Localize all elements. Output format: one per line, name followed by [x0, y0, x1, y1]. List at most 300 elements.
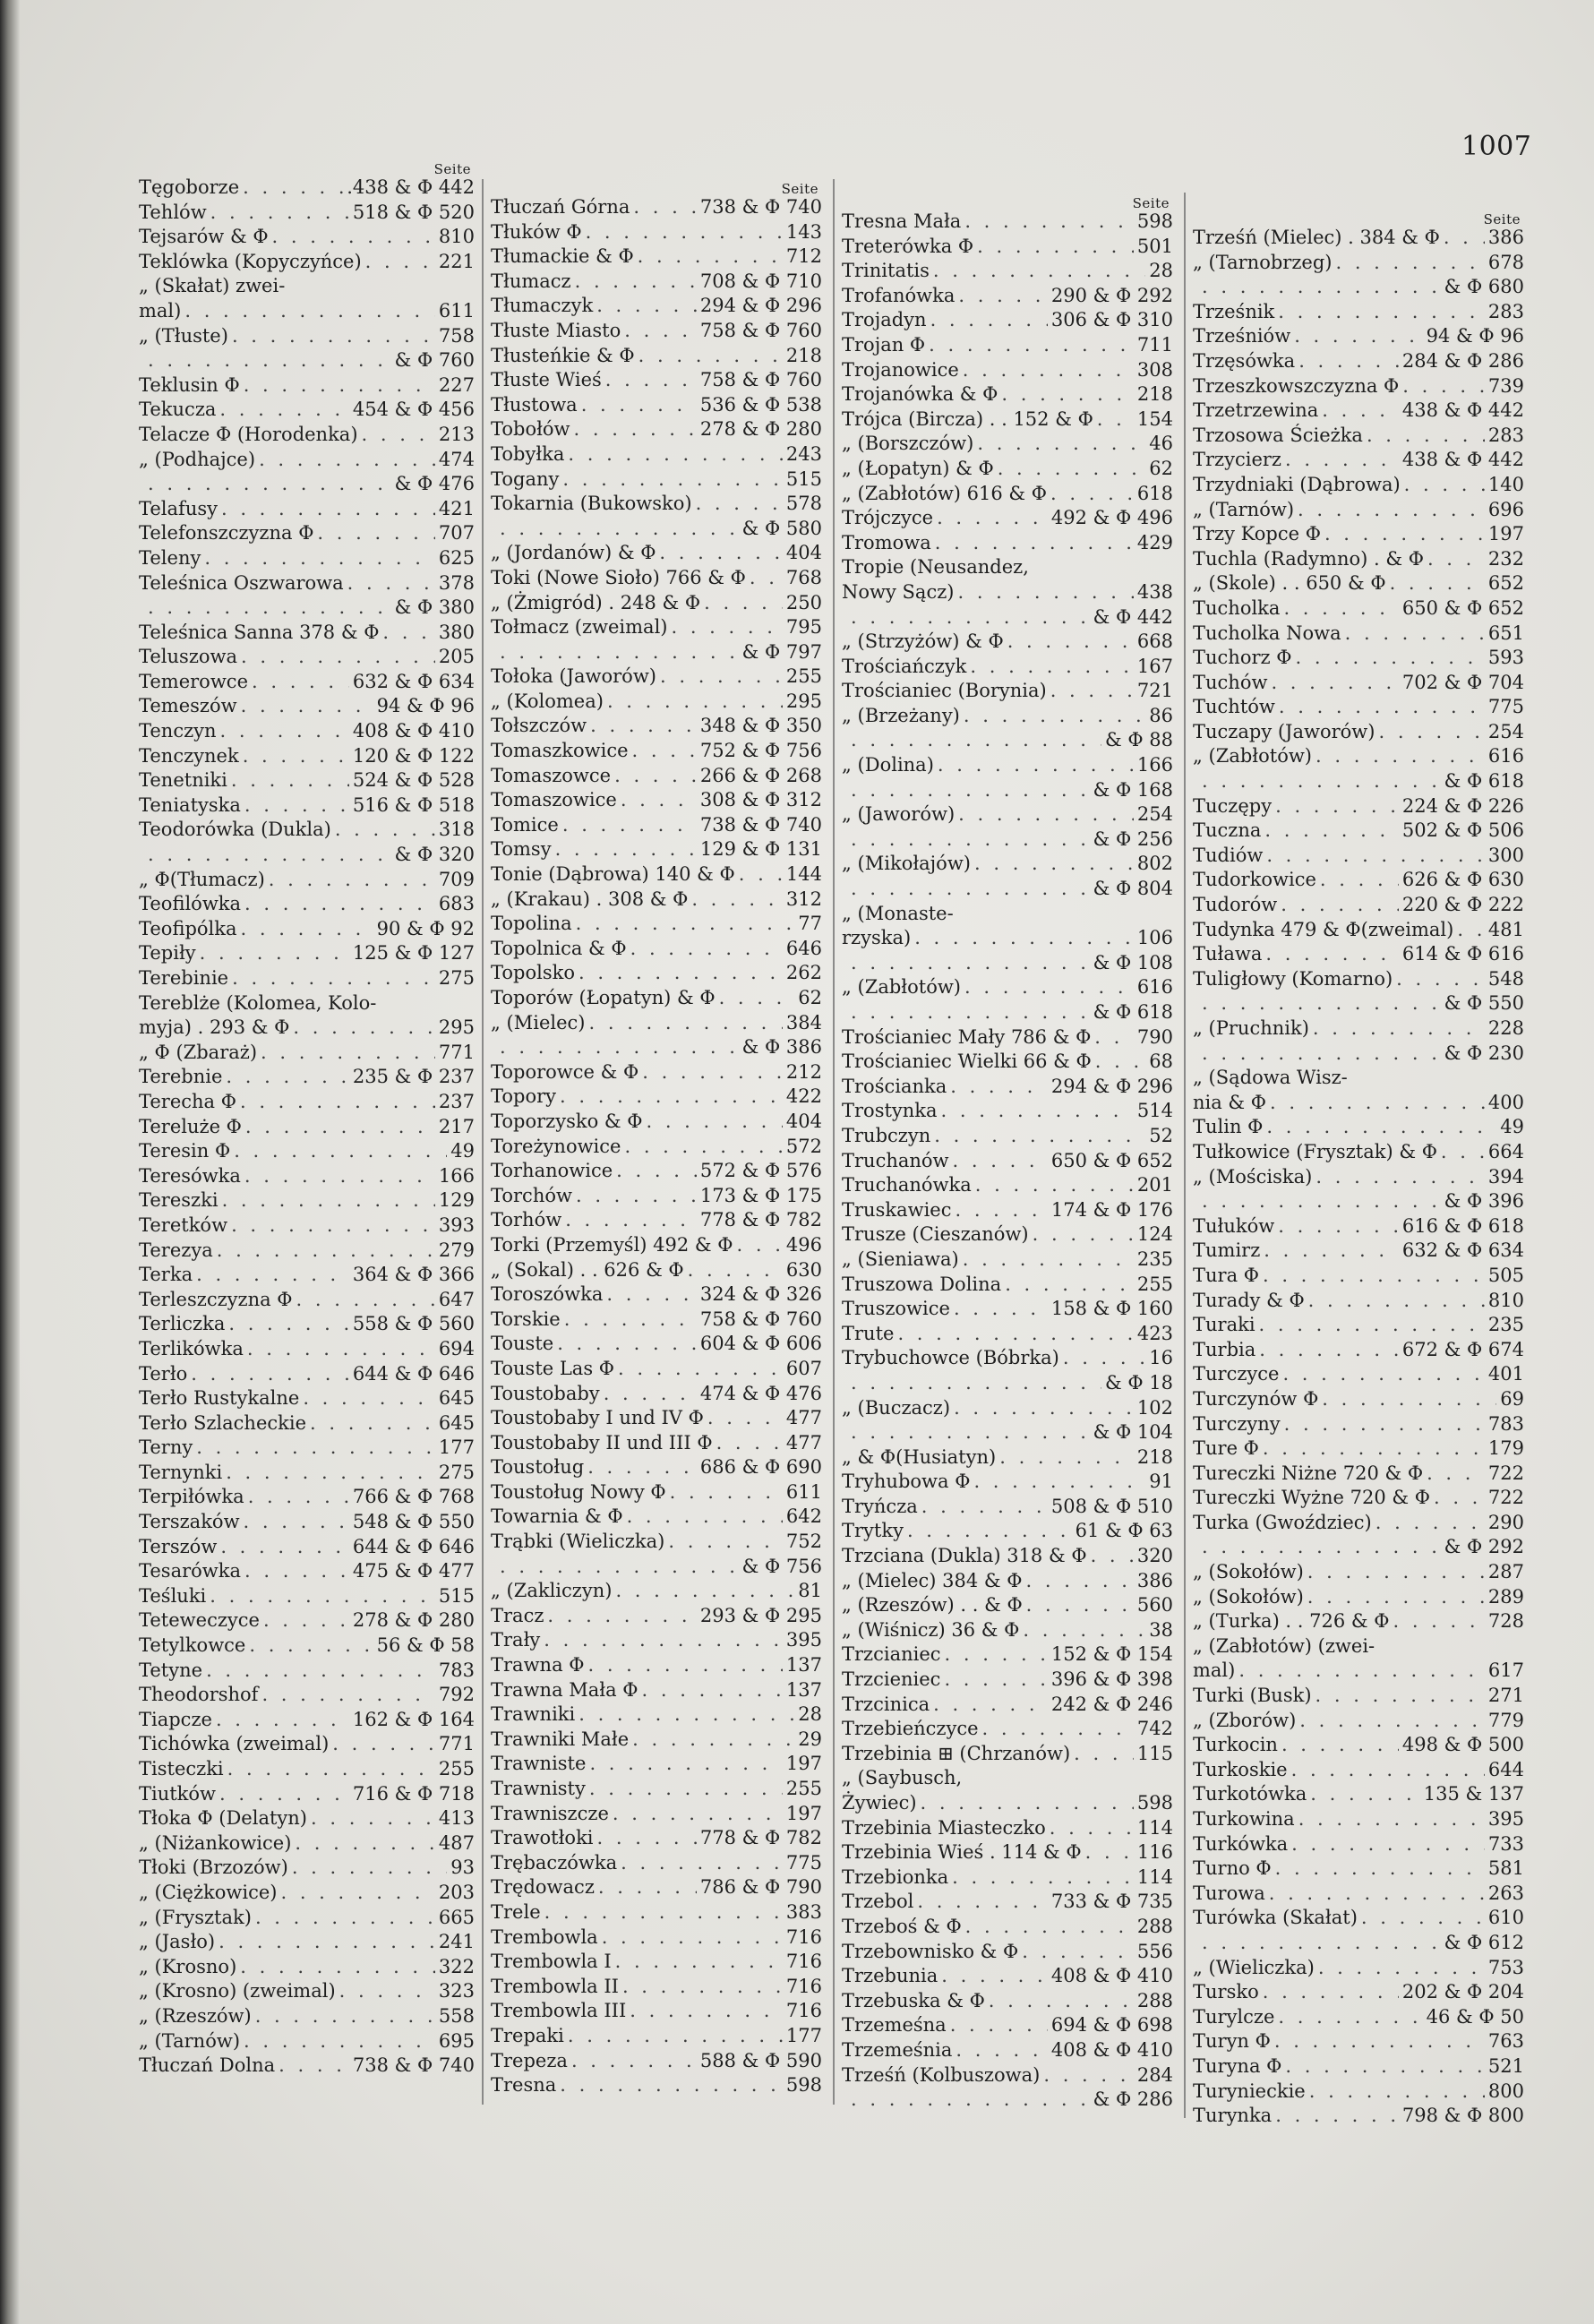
- entry-name: Trawotłoki: [491, 1827, 594, 1849]
- index-entry: [1193, 596, 1524, 622]
- leader-dots: [851, 1000, 1090, 1025]
- leader-dots: [581, 393, 697, 418]
- entry-name: Terło: [139, 1362, 188, 1385]
- entry-name: Turkówka: [1193, 1832, 1289, 1855]
- entry-name: Truskawiec: [842, 1198, 952, 1221]
- entry-page-ref: 763: [1487, 2030, 1524, 2053]
- index-entry: [491, 1110, 822, 1135]
- entry-page-ref: 383: [785, 1900, 822, 1923]
- leader-dots: [244, 1510, 349, 1535]
- leader-dots: [950, 1075, 1048, 1100]
- entry-page-ref: 802: [1136, 853, 1173, 875]
- leader-dots: [1022, 1940, 1134, 1965]
- entry-name: Torhanowice: [491, 1160, 613, 1182]
- leader-dots: [1202, 275, 1441, 300]
- entry-page-ref: 614 & Φ 616: [1401, 943, 1524, 965]
- leader-dots: [231, 1213, 435, 1239]
- entry-name: Trepeza: [491, 2049, 568, 2071]
- leader-dots: [1097, 407, 1134, 433]
- entry-page-ref: 49: [450, 1140, 475, 1162]
- column-header-seite: Seite: [433, 161, 471, 177]
- leader-dots: [210, 1584, 435, 1609]
- index-entry: [842, 1569, 1173, 1594]
- leader-dots: [1310, 1782, 1420, 1807]
- entry-name: Tereluże Φ: [139, 1115, 242, 1137]
- page-number: 1007: [1461, 131, 1532, 162]
- index-entry: [842, 1890, 1173, 1915]
- entry-name: Trościanka: [842, 1075, 947, 1097]
- leader-dots: [226, 1461, 435, 1486]
- index-entry: [842, 1198, 1173, 1223]
- entry-name: Towarnia & Φ: [491, 1505, 623, 1528]
- leader-dots: [671, 615, 782, 640]
- leader-dots: [606, 1282, 696, 1308]
- leader-dots: [627, 1505, 783, 1530]
- entry-name: „ (Saybusch,: [842, 1767, 963, 1789]
- leader-dots: [1367, 424, 1485, 449]
- entry-page-ref: 106: [1136, 927, 1173, 949]
- leader-dots: [1279, 695, 1485, 720]
- entry-name: „ (Dolina): [842, 754, 934, 776]
- entry-name: Turczynów Φ: [1193, 1387, 1319, 1410]
- entry-page-ref: 284: [1136, 2063, 1173, 2086]
- entry-name: „ (Krakau) . 308 & Φ: [491, 888, 689, 910]
- entry-name: Teniatyska: [139, 793, 241, 816]
- entry-page-ref: 94 & Φ 96: [376, 695, 475, 717]
- index-entry: [842, 902, 1173, 927]
- index-entry: [842, 1470, 1173, 1495]
- entry-page-ref: 652: [1487, 572, 1524, 595]
- entry-page-ref: & Φ 380: [394, 596, 475, 619]
- entry-page-ref: 618: [1136, 482, 1173, 504]
- leader-dots: [292, 1856, 447, 1881]
- leader-dots: [977, 432, 1145, 457]
- index-entry: [491, 986, 822, 1011]
- leader-dots: [964, 975, 1134, 1000]
- index-entry: [491, 368, 822, 393]
- entry-page-ref: 645: [438, 1411, 475, 1434]
- leader-dots: [1402, 374, 1485, 399]
- index-entry: [491, 739, 822, 764]
- leader-dots: [228, 1312, 349, 1337]
- index-entry: [842, 1989, 1173, 2014]
- entry-page-ref: 604 & Φ 606: [699, 1333, 822, 1355]
- leader-dots: [575, 270, 697, 295]
- leader-dots: [596, 294, 697, 319]
- leader-dots: [293, 1016, 435, 1041]
- index-entry: [1193, 2054, 1524, 2080]
- entry-page-ref: 423: [1136, 1322, 1173, 1344]
- entry-page-ref: 477: [785, 1431, 822, 1454]
- entry-page-ref: 294 & Φ 296: [699, 295, 822, 317]
- entry-page-ref: 518 & Φ 520: [352, 201, 475, 223]
- index-entry: [1193, 1289, 1524, 1314]
- entry-page-ref: & Φ 797: [741, 640, 822, 663]
- entry-name: „ Φ (Zbaraż): [139, 1041, 258, 1063]
- entry-name: Tereszki: [139, 1189, 219, 1212]
- entry-page-ref: 116: [1136, 1841, 1173, 1864]
- entry-name: Terło Rustykalne: [139, 1387, 300, 1410]
- index-entry: [491, 344, 822, 369]
- leader-dots: [704, 591, 783, 616]
- entry-page-ref: 610: [1487, 1907, 1524, 1929]
- entry-page-ref: 578: [785, 493, 822, 515]
- index-entry: [842, 1816, 1173, 1841]
- entry-name: Terło Szlacheckie: [139, 1411, 307, 1434]
- entry-name: Trele: [491, 1900, 541, 1923]
- index-entry: [491, 1851, 822, 1876]
- leader-dots: [232, 966, 435, 991]
- entry-name: „ (Turka) . . 726 & Φ: [1193, 1610, 1390, 1633]
- index-entry: [842, 407, 1173, 433]
- leader-dots: [1202, 1931, 1441, 1956]
- entry-name: Tetylkowce: [139, 1634, 246, 1657]
- index-entry: [842, 926, 1173, 951]
- entry-name: Tryńcza: [842, 1495, 918, 1517]
- entry-page-ref: 254: [1136, 803, 1173, 826]
- index-entry: [139, 793, 475, 819]
- index-entry: [1193, 1560, 1524, 1585]
- entry-page-ref: 278 & Φ 280: [699, 418, 822, 441]
- entry-page-ref: 288: [1136, 1989, 1173, 2011]
- entry-page-ref: 323: [438, 1980, 475, 2002]
- leader-dots: [613, 1802, 783, 1827]
- entry-page-ref: 758 & Φ 760: [699, 1308, 822, 1330]
- index-entry: [491, 961, 822, 986]
- entry-name: Trembowla I: [491, 1951, 612, 1973]
- column-entries: [491, 195, 822, 2098]
- leader-dots: [929, 333, 1134, 358]
- entry-page-ref: 632 & Φ 634: [352, 670, 475, 692]
- leader-dots: [851, 1420, 1090, 1445]
- entry-name: Trościańczyk: [842, 655, 967, 677]
- index-entry: [491, 1999, 822, 2024]
- leader-dots: [1404, 473, 1485, 498]
- entry-page-ref: 91: [1149, 1471, 1173, 1493]
- entry-page-ref: 318: [438, 819, 475, 841]
- index-entry: [491, 1702, 822, 1728]
- entry-name: Tureczki Wyżne 720 & Φ: [1193, 1487, 1430, 1509]
- entry-page-ref: 616: [1136, 976, 1173, 999]
- index-entry: [842, 1717, 1173, 1742]
- leader-dots: [272, 225, 435, 250]
- entry-page-ref: & Φ 18: [1105, 1371, 1173, 1394]
- entry-page-ref: 235: [1136, 1248, 1173, 1270]
- entry-name: „ (Pruchnik): [1193, 1017, 1309, 1039]
- index-entry: [1193, 571, 1524, 596]
- entry-name: „ (Skole) . . 650 & Φ: [1193, 572, 1386, 595]
- leader-dots: [244, 373, 435, 399]
- leader-dots: [589, 1011, 783, 1036]
- entry-name: Theodorshof: [139, 1684, 259, 1706]
- entry-name: „ (Zakliczyn): [491, 1580, 613, 1602]
- index-entry: [491, 2073, 822, 2098]
- entry-name: Trembowla: [491, 1925, 598, 1948]
- entry-page-ref: & Φ 104: [1093, 1421, 1173, 1444]
- leader-dots: [241, 917, 373, 942]
- leader-dots: [148, 348, 391, 373]
- index-entry: [139, 521, 475, 546]
- entry-name: Terny: [139, 1436, 193, 1459]
- entry-name: Tomaszowce: [491, 764, 612, 786]
- entry-page-ref: 235: [1487, 1314, 1524, 1336]
- entry-page-ref: 477: [785, 1407, 822, 1429]
- entry-name: Trzemeśnia: [842, 2038, 953, 2061]
- entry-name: Turynka: [1193, 2105, 1273, 2127]
- entry-page-ref: 394: [1487, 1165, 1524, 1188]
- index-entry: [1193, 1436, 1524, 1462]
- leader-dots: [1361, 1906, 1485, 1931]
- entry-name: Tiutków: [139, 1782, 217, 1805]
- entry-name: „ (Kolomea): [491, 690, 604, 712]
- leader-dots: [1457, 918, 1485, 943]
- leader-dots: [148, 472, 391, 497]
- entry-name: Tobyłka: [491, 442, 565, 465]
- index-entry: [842, 1297, 1173, 1322]
- entry-page-ref: 487: [438, 1831, 475, 1854]
- entry-name: Trzęsówka: [1193, 349, 1296, 372]
- entry-page-ref: & Φ 292: [1444, 1536, 1524, 1558]
- leader-dots: [632, 1728, 794, 1753]
- entry-page-ref: 290: [1487, 1511, 1524, 1533]
- index-entry: [1193, 1115, 1524, 1140]
- index-entry: [1193, 1140, 1524, 1165]
- leader-dots: [607, 690, 783, 715]
- leader-dots: [217, 1239, 435, 1264]
- index-entry: [139, 2054, 475, 2079]
- index-entry: [491, 1135, 822, 1160]
- leader-dots: [500, 1035, 739, 1060]
- entry-name: Turylcze: [1193, 2005, 1275, 2028]
- index-entry: [491, 467, 822, 493]
- index-entry: [1193, 1980, 1524, 2005]
- index-entry: [491, 1728, 822, 1753]
- entry-page-ref: 625: [438, 546, 475, 569]
- leader-dots: [1275, 1857, 1485, 1882]
- entry-page-ref: 93: [450, 1857, 475, 1879]
- leader-dots: [571, 2049, 697, 2074]
- leader-dots: [589, 1752, 782, 1777]
- index-entry: [491, 1505, 822, 1530]
- entry-page-ref: 413: [438, 1807, 475, 1830]
- entry-page-ref: 255: [438, 1758, 475, 1779]
- leader-dots: [963, 1248, 1134, 1273]
- entry-page-ref: 438 & Φ 442: [1401, 399, 1524, 422]
- leader-dots: [148, 596, 391, 621]
- leader-dots: [1283, 596, 1398, 622]
- entry-page-ref: 324 & Φ 326: [699, 1283, 822, 1306]
- entry-name: Tura Φ: [1193, 1264, 1259, 1286]
- entry-name: Tresna: [491, 2074, 557, 2097]
- index-entry: [1193, 1733, 1524, 1758]
- entry-page-ref: & Φ 618: [1444, 770, 1524, 793]
- entry-page-ref: 306 & Φ 310: [1050, 309, 1173, 331]
- leader-dots: [500, 640, 739, 665]
- index-entry: [139, 694, 475, 719]
- index-entry: [491, 1406, 822, 1431]
- entry-page-ref: 408 & Φ 410: [1050, 1965, 1173, 1987]
- entry-page-ref: 77: [798, 913, 822, 935]
- entry-page-ref: 475 & Φ 477: [352, 1560, 475, 1582]
- entry-name: Terecha Φ: [139, 1090, 236, 1112]
- leader-dots: [206, 1659, 435, 1684]
- entry-page-ref: 695: [438, 2029, 475, 2052]
- index-entry: [491, 665, 822, 690]
- index-entry: [1193, 1782, 1524, 1807]
- entry-name: Tenczyn: [139, 720, 217, 742]
- entry-page-ref: 505: [1487, 1264, 1524, 1286]
- entry-page-ref: 179: [1487, 1437, 1524, 1460]
- leader-dots: [621, 788, 697, 813]
- leader-dots: [917, 1890, 1048, 1915]
- entry-page-ref: 202 & Φ 204: [1401, 1981, 1524, 2003]
- index-entry: [1193, 1362, 1524, 1387]
- leader-dots: [1285, 2054, 1485, 2080]
- entry-name: Trąbki (Wieliczka): [491, 1531, 665, 1553]
- entry-name: Turówka (Skałat): [1193, 1907, 1358, 1929]
- index-entry: [842, 1000, 1173, 1025]
- index-entry: [1193, 1684, 1524, 1709]
- entry-page-ref: 46: [1149, 433, 1173, 455]
- leader-dots: [557, 1332, 697, 1357]
- leader-dots: [688, 1258, 783, 1283]
- index-entry: [842, 580, 1173, 605]
- leader-dots: [1259, 1338, 1399, 1363]
- entry-page-ref: 752: [785, 1531, 822, 1553]
- entry-name: Trzcianiec: [842, 1643, 941, 1666]
- index-entry: [139, 1906, 475, 1931]
- leader-dots: [921, 1791, 1134, 1816]
- entry-name: Trojadyn: [842, 309, 927, 331]
- entry-name: Terpiłówka: [139, 1486, 244, 1508]
- entry-page-ref: 135 & 137: [1423, 1783, 1524, 1805]
- entry-page-ref: 733 & Φ 735: [1050, 1891, 1173, 1913]
- entry-name: Tenczynek: [139, 744, 239, 767]
- entry-page-ref: 758 & Φ 760: [699, 319, 822, 341]
- entry-page-ref: 645: [438, 1387, 475, 1410]
- index-entry: [842, 605, 1173, 630]
- index-entry: [491, 319, 822, 344]
- entry-name: Teofilówka: [139, 893, 242, 915]
- leader-dots: [244, 1559, 349, 1584]
- entry-page-ref: 515: [785, 467, 822, 490]
- entry-page-ref: 496: [785, 1233, 822, 1256]
- entry-page-ref: 284 & Φ 286: [1401, 349, 1524, 372]
- entry-name: Trawniste: [491, 1753, 587, 1775]
- leader-dots: [226, 1065, 349, 1090]
- leader-dots: [604, 1382, 697, 1407]
- index-entry: [139, 1955, 475, 1980]
- index-entry: [139, 225, 475, 250]
- entry-page-ref: 738 & Φ 740: [699, 813, 822, 836]
- entry-page-ref: 275: [438, 967, 475, 989]
- index-entry: [139, 843, 475, 868]
- entry-name: „ (Jasło): [139, 1931, 216, 1953]
- index-entry: [491, 1184, 822, 1209]
- index-entry: [139, 1016, 475, 1041]
- leader-dots: [1085, 1840, 1134, 1865]
- entry-name: Tuczępy: [1193, 794, 1273, 817]
- index-entry: [491, 1925, 822, 1951]
- leader-dots: [1441, 1140, 1485, 1165]
- entry-page-ref: 795: [785, 616, 822, 639]
- index-entry: [842, 2088, 1173, 2113]
- leader-dots: [222, 1188, 435, 1213]
- leader-dots: [605, 368, 697, 393]
- index-entry: [139, 398, 475, 423]
- index-entry: [1193, 2005, 1524, 2030]
- index-entry: [842, 728, 1173, 753]
- leader-dots: [261, 1041, 435, 1066]
- entry-name: Trawna Mała Φ: [491, 1678, 638, 1701]
- entry-page-ref: 124: [1136, 1223, 1173, 1246]
- leader-dots: [560, 2073, 783, 2098]
- leader-dots: [1295, 646, 1484, 671]
- index-entry: [491, 220, 822, 245]
- entry-name: Tudorów: [1193, 894, 1278, 916]
- index-entry: [491, 1208, 822, 1233]
- leader-dots: [1202, 769, 1441, 794]
- entry-name: Nowy Sącz): [842, 580, 955, 603]
- entry-name: Tureczki Niżne 720 & Φ: [1193, 1462, 1424, 1484]
- leader-dots: [950, 2013, 1048, 2038]
- entry-name: Tudiów: [1193, 844, 1264, 866]
- leader-dots: [660, 665, 783, 690]
- entry-page-ref: 278 & Φ 280: [352, 1609, 475, 1632]
- index-entry: [139, 1386, 475, 1411]
- entry-page-ref: 598: [1136, 1792, 1173, 1814]
- entry-name: „ (Wiśnicz) 36 & Φ: [842, 1618, 1020, 1641]
- index-entry: [1193, 942, 1524, 967]
- index-entry: [842, 506, 1173, 531]
- column-entries: [842, 210, 1173, 2113]
- leader-dots: [1307, 1560, 1485, 1585]
- index-entry: [1193, 1165, 1524, 1190]
- entry-name: „ (Tłuste): [139, 324, 228, 347]
- leader-dots: [255, 2004, 435, 2029]
- entry-page-ref: 607: [785, 1357, 822, 1379]
- leader-dots: [642, 1060, 783, 1085]
- leader-dots: [716, 1431, 783, 1456]
- entry-name: Turczyce: [1193, 1363, 1280, 1385]
- entry-page-ref: 62: [1149, 457, 1173, 479]
- leader-dots: [249, 1634, 373, 1659]
- leader-dots: [252, 670, 349, 695]
- entry-name: Teluszowa: [139, 646, 238, 668]
- entry-page-ref: & Φ 760: [394, 349, 475, 372]
- leader-dots: [851, 828, 1090, 853]
- entry-page-ref: 86: [1149, 704, 1173, 726]
- entry-page-ref: 708 & Φ 710: [699, 270, 822, 292]
- entry-page-ref: 752 & Φ 756: [699, 740, 822, 762]
- entry-name: Tłusteńkie & Φ: [491, 344, 635, 366]
- index-entry: [842, 704, 1173, 729]
- index-entry: [491, 1975, 822, 2000]
- entry-name: „ (Mikołajów): [842, 853, 971, 875]
- index-entry: [842, 1273, 1173, 1298]
- entry-name: Terliczka: [139, 1313, 226, 1335]
- index-entry: [1193, 1956, 1524, 1981]
- index-entry: [139, 1139, 475, 1164]
- index-entry: [139, 1090, 475, 1115]
- entry-page-ref: 218: [1136, 1445, 1173, 1468]
- entry-page-ref: 739: [1487, 374, 1524, 397]
- index-entry: [1193, 622, 1524, 647]
- leader-dots: [1298, 498, 1485, 523]
- leader-dots: [977, 235, 1134, 260]
- index-entry: [1193, 2080, 1524, 2105]
- entry-name: Tracz: [491, 1604, 544, 1626]
